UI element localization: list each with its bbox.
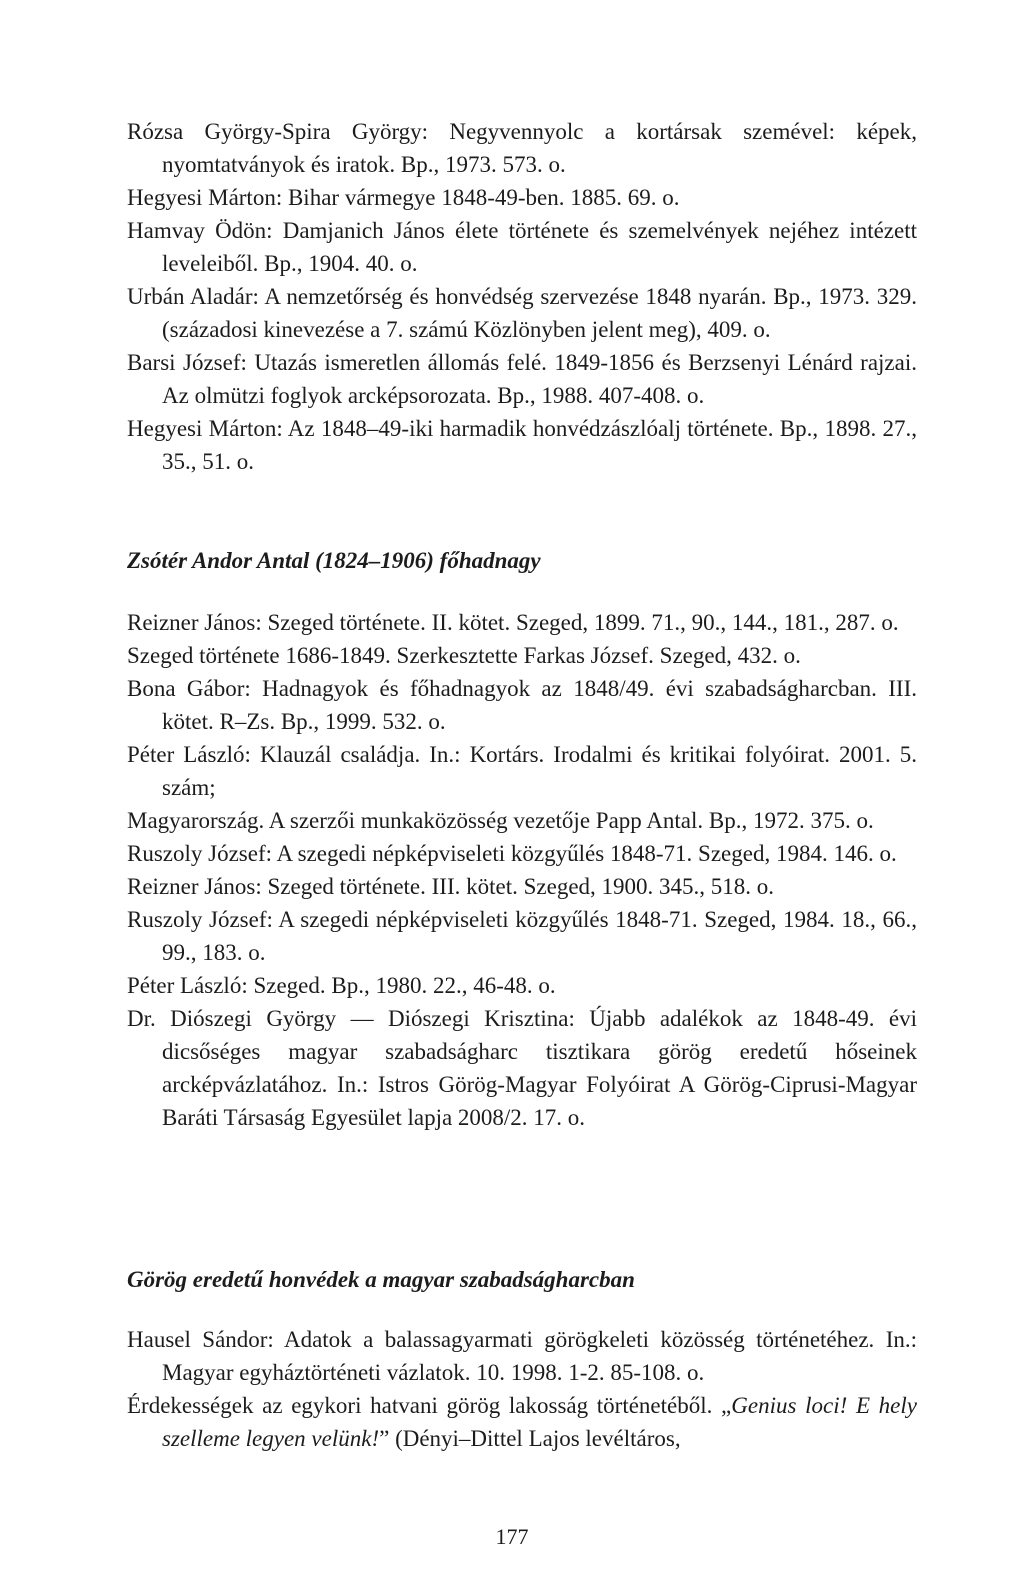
reference-entry: Szeged története 1686-1849. Szerkesztette Farkas József. Szeged, 432. o. [127,643,801,668]
reference-text-tail: ” (Dényi–Dittel Lajos levéltáros, [379,1426,681,1451]
reference-entry: Urbán Aladár: A nemzetőrség és honvédség szervezése 1848 nyarán. Bp., 1973. 329. (századosi kinevezése a 7. számú Közlönyben jelent meg), 409. o. [127,284,917,342]
reference-entry: Ruszoly József: A szegedi népképviseleti közgyűlés 1848-71. Szeged, 1984. 18., 66., 99., 183. o. [127,907,917,965]
reference-entry: Rózsa György-Spira György: Negyvennyolc a kortársak szemével: képek, nyomtatványok és iratok. Bp., 1973. 573. o. [127,119,917,177]
reference-entry: Péter László: Szeged. Bp., 1980. 22., 46-48. o. [127,973,556,998]
reference-entry [127,1389,917,1455]
reference-entry: Reizner János: Szeged története. II. kötet. Szeged, 1899. 71., 90., 144., 181., 287. o. [127,610,899,635]
reference-entry: Reizner János: Szeged története. III. kötet. Szeged, 1900. 345., 518. o. [127,874,775,899]
reference-list-section-1 [127,115,917,478]
reference-entry: Ruszoly József: A szegedi népképviseleti közgyűlés 1848-71. Szeged, 1984. 146. o. [127,841,897,866]
reference-entry: Dr. Diószegi György — Diószegi Krisztina: Újabb adalékok az 1848-49. évi dicsőséges magyar szabadságharc tisztikara görög eredetű hőseinek arcképvázlatához. In.: Istros Görög-Magyar Folyóirat A Görög-Ciprusi-Magyar Baráti Társaság Egyesület lapja 2008/2. 17. o. [127,1006,917,1130]
page-number: 177 [495,1524,529,1549]
reference-list-section-3 [127,1323,917,1455]
section-heading-greek-origin: Görög eredetű honvédek a magyar szabadságharcban [127,1267,635,1292]
reference-entry: Magyarország. A szerzői munkaközösség vezetője Papp Antal. Bp., 1972. 375. o. [127,808,874,833]
reference-list-section-2 [127,606,917,1134]
reference-entry: Bona Gábor: Hadnagyok és főhadnagyok az 1848/49. évi szabadságharcban. III. kötet. R–Zs. Bp., 1999. 532. o. [127,676,917,734]
reference-entry: Hausel Sándor: Adatok a balassagyarmati görögkeleti közösség történetéhez. In.: Magyar egyháztörténeti vázlatok. 10. 1998. 1-2. 85-108. o. [127,1327,917,1385]
reference-entry: Hegyesi Márton: Bihar vármegye 1848-49-ben. 1885. 69. o. [127,185,680,210]
reference-entry: Hegyesi Márton: Az 1848–49-iki harmadik honvédzászlóalj története. Bp., 1898. 27., 35., 51. o. [127,416,917,474]
reference-text: Érdekességek az egykori hatvani görög lakosság történetéből. „ [127,1393,732,1418]
section-heading-zsoter: Zsótér Andor Antal (1824–1906) főhadnagy [127,548,541,573]
reference-entry: Hamvay Ödön: Damjanich János élete története és szemelvények nejéhez intézett leveleiből. Bp., 1904. 40. o. [127,218,917,276]
reference-entry: Péter László: Klauzál családja. In.: Kortárs. Irodalmi és kritikai folyóirat. 2001. 5. szám; [127,742,917,800]
reference-italic-title: Genius loci! E hely szelleme legyen velünk! [162,1393,917,1451]
reference-entry: Barsi József: Utazás ismeretlen állomás felé. 1849-1856 és Berzsenyi Lénárd rajzai. Az olmützi foglyok arcképsorozata. Bp., 1988. 407-408. o. [127,350,917,408]
